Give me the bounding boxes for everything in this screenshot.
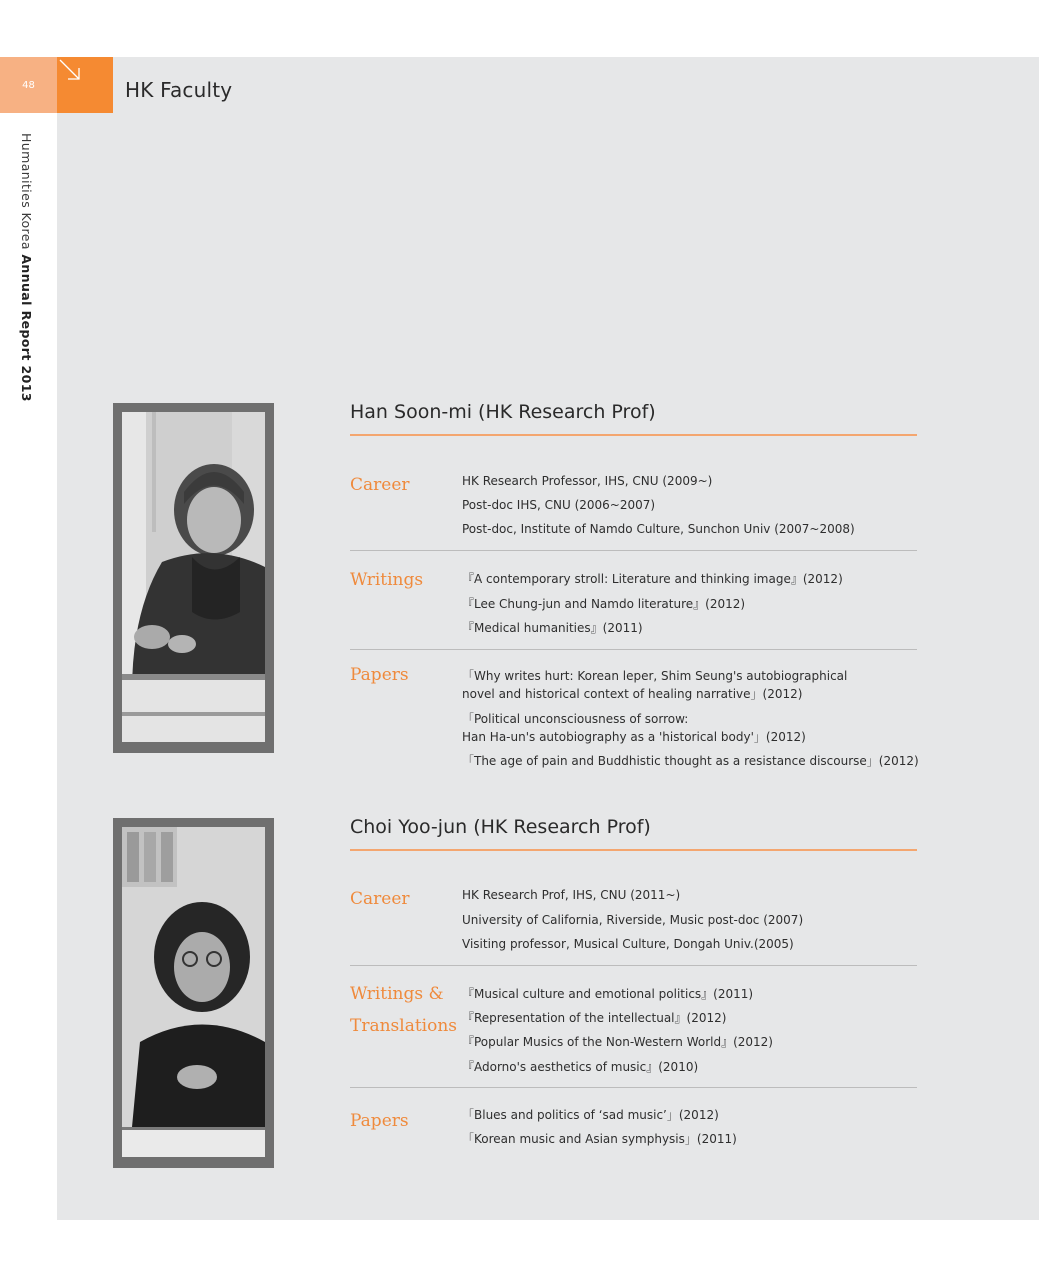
faculty-photo-han xyxy=(113,403,274,753)
side-label xyxy=(19,133,34,402)
section-title: HK Faculty xyxy=(125,78,233,102)
list-item: 「Korean music and Asian symphysis」(2011) xyxy=(462,1132,737,1146)
category-label-papers: Papers xyxy=(350,665,409,685)
list-item: Post-doc IHS, CNU (2006~2007) xyxy=(462,498,656,512)
list-item: 『Representation of the intellectual』(2012) xyxy=(462,1011,727,1025)
list-item: 『Lee Chung-jun and Namdo literature』(2012) xyxy=(462,597,746,611)
divider xyxy=(350,965,917,966)
category-label-career: Career xyxy=(350,475,410,495)
list-item: 『Adorno's aesthetics of music』(2010) xyxy=(462,1060,699,1074)
category-label-writings: Writings & xyxy=(350,984,444,1004)
faculty-photo-choi xyxy=(113,818,274,1168)
list-item: 「Blues and politics of ‘sad music’」(2012) xyxy=(462,1108,719,1122)
faculty-name: Han Soon-mi (HK Research Prof) xyxy=(350,401,656,423)
list-item: University of California, Riverside, Music post-doc (2007) xyxy=(462,913,804,927)
side-label-bold: Annual Report 2013 xyxy=(19,254,34,402)
list-item: 『Musical culture and emotional politics』(2011) xyxy=(462,987,754,1001)
list-item: Post-doc, Institute of Namdo Culture, Sunchon Univ (2007~2008) xyxy=(462,522,855,536)
arrow-down-right-icon xyxy=(57,57,85,85)
list-item: 「Why writes hurt: Korean leper, Shim Seung's autobiographical xyxy=(462,669,848,683)
divider xyxy=(350,1087,917,1088)
faculty-name: Choi Yoo-jun (HK Research Prof) xyxy=(350,816,651,838)
divider xyxy=(350,649,917,650)
side-label-light: Humanities Korea xyxy=(19,133,34,255)
list-item: Han Ha-un's autobiography as a 'historical body'」(2012) xyxy=(462,730,806,744)
list-item: Visiting professor, Musical Culture, Dongah Univ.(2005) xyxy=(462,937,794,951)
page-number: 48 xyxy=(22,79,35,91)
list-item: 『Popular Musics of the Non-Western World』(2012) xyxy=(462,1035,773,1049)
divider xyxy=(350,434,917,436)
divider xyxy=(350,849,917,851)
category-label-writings: Writings xyxy=(350,570,424,590)
divider xyxy=(350,550,917,551)
list-item: HK Research Prof, IHS, CNU (2011~) xyxy=(462,888,681,902)
list-item: HK Research Professor, IHS, CNU (2009~) xyxy=(462,474,713,488)
list-item: 『Medical humanities』(2011) xyxy=(462,621,643,635)
list-item: 「The age of pain and Buddhistic thought as a resistance discourse」(2012) xyxy=(462,754,919,768)
list-item: novel and historical context of healing narrative」(2012) xyxy=(462,687,803,701)
list-item: 「Political unconsciousness of sorrow: xyxy=(462,712,689,726)
list-item: 『A contemporary stroll: Literature and thinking image』(2012) xyxy=(462,572,843,586)
category-label-papers: Papers xyxy=(350,1111,409,1131)
category-label-career: Career xyxy=(350,889,410,909)
category-label-translations: Translations xyxy=(350,1016,458,1036)
